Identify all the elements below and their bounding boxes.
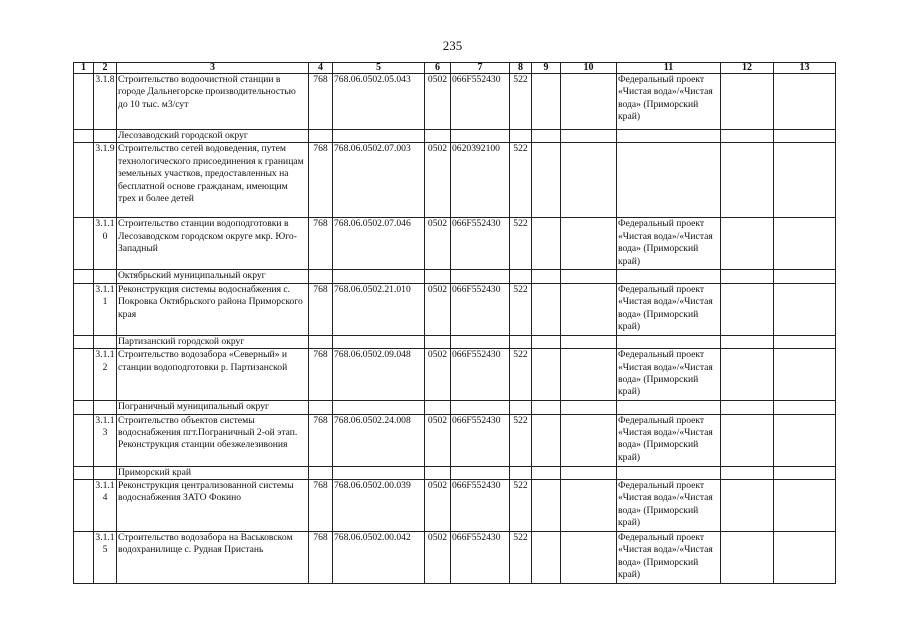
cell-code: 066F552430 <box>451 532 510 584</box>
item-project: Федеральный проект «Чистая вода»/«Чистая вода» (Приморский край) <box>617 349 721 401</box>
cell-code: 0502 <box>425 143 451 218</box>
column-header: 11 <box>617 63 721 74</box>
cell-code: 768.06.0502.07.046 <box>333 218 425 270</box>
cell-code: 522 <box>510 349 532 401</box>
cell-empty <box>532 335 561 348</box>
cell-empty <box>721 283 774 335</box>
item-project <box>617 143 721 218</box>
table-row <box>74 218 836 270</box>
cell-code: 768.06.0502.05.043 <box>333 74 425 130</box>
cell-empty <box>309 466 333 479</box>
cell-empty <box>561 480 617 532</box>
table-row <box>74 532 836 584</box>
column-header: 8 <box>510 63 532 74</box>
item-name: Строительство водозабора «Северный» и станции водоподготовки р. Партизанской <box>117 349 309 401</box>
cell-empty <box>721 335 774 348</box>
section-title: Партизанский городской округ <box>117 335 309 348</box>
cell-code: 522 <box>510 143 532 218</box>
cell-empty <box>94 335 117 348</box>
column-header: 1 <box>74 63 94 74</box>
cell-empty <box>532 480 561 532</box>
column-header: 10 <box>561 63 617 74</box>
cell-empty <box>74 143 94 218</box>
item-number: 3.1.9 <box>94 143 117 218</box>
cell-empty <box>532 532 561 584</box>
cell-empty <box>309 401 333 414</box>
table-row <box>74 74 836 130</box>
section-title: Лесозаводский городской округ <box>117 130 309 143</box>
cell-empty <box>561 349 617 401</box>
item-number: 3.1.13 <box>94 414 117 466</box>
cell-empty <box>617 270 721 283</box>
cell-empty <box>532 74 561 130</box>
cell-empty <box>532 270 561 283</box>
cell-empty <box>721 218 774 270</box>
item-name: Строительство сетей водоведения, путем технологического присоединения к границам земельных участков, предоставленных на бесплатной основе гражданам, имеющим трех и более детей <box>117 143 309 218</box>
column-header: 7 <box>451 63 510 74</box>
cell-empty <box>774 283 836 335</box>
cell-empty <box>333 130 425 143</box>
cell-empty <box>94 466 117 479</box>
cell-empty <box>94 401 117 414</box>
page-number: 235 <box>442 38 463 53</box>
cell-empty <box>721 270 774 283</box>
cell-empty <box>425 466 451 479</box>
item-name: Строительство водозабора на Васьковском водохранилище с. Рудная Пристань <box>117 532 309 584</box>
cell-empty <box>561 466 617 479</box>
cell-empty <box>309 335 333 348</box>
column-header: 6 <box>425 63 451 74</box>
cell-code: 768.06.0502.00.042 <box>333 532 425 584</box>
cell-empty <box>774 270 836 283</box>
section-row <box>74 130 836 143</box>
cell-empty <box>561 218 617 270</box>
cell-empty <box>617 130 721 143</box>
cell-code: 0502 <box>425 480 451 532</box>
item-project: Федеральный проект «Чистая вода»/«Чистая вода» (Приморский край) <box>617 74 721 130</box>
cell-code: 768 <box>309 532 333 584</box>
cell-code: 066F552430 <box>451 74 510 130</box>
item-name: Строительство объектов системы водоснабжения пгт.Пограничный 2-ой этап. Реконструкция станции обезжелезивония <box>117 414 309 466</box>
section-row <box>74 270 836 283</box>
cell-empty <box>532 218 561 270</box>
cell-code: 0502 <box>425 414 451 466</box>
table-row <box>74 480 836 532</box>
cell-code: 066F552430 <box>451 414 510 466</box>
cell-empty <box>721 74 774 130</box>
cell-empty <box>721 480 774 532</box>
cell-empty <box>561 74 617 130</box>
cell-empty <box>561 143 617 218</box>
cell-empty <box>561 401 617 414</box>
cell-empty <box>721 130 774 143</box>
cell-code: 522 <box>510 480 532 532</box>
cell-code: 768 <box>309 74 333 130</box>
cell-empty <box>774 466 836 479</box>
cell-empty <box>617 466 721 479</box>
cell-code: 768 <box>309 480 333 532</box>
cell-empty <box>74 283 94 335</box>
cell-empty <box>309 130 333 143</box>
table-row <box>74 414 836 466</box>
cell-empty <box>74 218 94 270</box>
cell-empty <box>74 480 94 532</box>
cell-empty <box>94 270 117 283</box>
column-header: 4 <box>309 63 333 74</box>
cell-empty <box>721 532 774 584</box>
section-title: Пограничный муниципальный округ <box>117 401 309 414</box>
item-project: Федеральный проект «Чистая вода»/«Чистая вода» (Приморский край) <box>617 283 721 335</box>
cell-code: 768 <box>309 349 333 401</box>
cell-code: 768 <box>309 143 333 218</box>
cell-empty <box>561 283 617 335</box>
item-number: 3.1.11 <box>94 283 117 335</box>
cell-empty <box>721 414 774 466</box>
cell-empty <box>333 401 425 414</box>
cell-code: 522 <box>510 532 532 584</box>
item-project: Федеральный проект «Чистая вода»/«Чистая вода» (Приморский край) <box>617 532 721 584</box>
cell-empty <box>774 130 836 143</box>
item-project: Федеральный проект «Чистая вода»/«Чистая вода» (Приморский край) <box>617 414 721 466</box>
cell-code: 0502 <box>425 218 451 270</box>
cell-empty <box>425 270 451 283</box>
cell-code: 0502 <box>425 74 451 130</box>
cell-empty <box>721 143 774 218</box>
item-number: 3.1.12 <box>94 349 117 401</box>
cell-empty <box>774 218 836 270</box>
cell-empty <box>74 270 94 283</box>
cell-code: 768.06.0502.00.039 <box>333 480 425 532</box>
cell-empty <box>309 270 333 283</box>
cell-code: 0502 <box>425 532 451 584</box>
cell-empty <box>74 335 94 348</box>
table-row <box>74 349 836 401</box>
cell-empty <box>774 335 836 348</box>
cell-empty <box>333 270 425 283</box>
cell-code: 522 <box>510 283 532 335</box>
cell-code: 0502 <box>425 283 451 335</box>
cell-empty <box>721 401 774 414</box>
cell-empty <box>532 143 561 218</box>
cell-empty <box>774 480 836 532</box>
cell-code: 066F552430 <box>451 218 510 270</box>
cell-empty <box>333 466 425 479</box>
item-name: Строительство станции водоподготовки в Лесозаводском городском округе мкр. Юго-Западный <box>117 218 309 270</box>
cell-empty <box>510 401 532 414</box>
cell-code: 066F552430 <box>451 283 510 335</box>
cell-empty <box>721 349 774 401</box>
cell-empty <box>510 130 532 143</box>
cell-empty <box>74 466 94 479</box>
column-header: 9 <box>532 63 561 74</box>
cell-empty <box>532 401 561 414</box>
cell-empty <box>451 335 510 348</box>
cell-code: 768 <box>309 218 333 270</box>
cell-code: 768 <box>309 283 333 335</box>
cell-code: 522 <box>510 74 532 130</box>
item-name: Строительство водоочистной станции в городе Дальнегорске производительностью до 10 тыс. м3/сут <box>117 74 309 130</box>
section-title: Приморский край <box>117 466 309 479</box>
cell-empty <box>451 466 510 479</box>
cell-empty <box>74 414 94 466</box>
cell-empty <box>561 270 617 283</box>
cell-empty <box>74 532 94 584</box>
item-number: 3.1.14 <box>94 480 117 532</box>
item-number: 3.1.15 <box>94 532 117 584</box>
cell-code: 0620392100 <box>451 143 510 218</box>
cell-empty <box>425 335 451 348</box>
column-header: 13 <box>774 63 836 74</box>
cell-empty <box>617 401 721 414</box>
cell-empty <box>774 532 836 584</box>
cell-empty <box>721 466 774 479</box>
cell-empty <box>561 335 617 348</box>
section-row <box>74 335 836 348</box>
column-header: 5 <box>333 63 425 74</box>
cell-empty <box>532 283 561 335</box>
cell-empty <box>451 401 510 414</box>
cell-empty <box>425 401 451 414</box>
cell-empty <box>74 74 94 130</box>
item-name: Реконструкция системы водоснабжения с. Покровка Октябрьского района Приморского края <box>117 283 309 335</box>
cell-code: 768.06.0502.07.003 <box>333 143 425 218</box>
cell-empty <box>774 143 836 218</box>
cell-empty <box>532 349 561 401</box>
cell-empty <box>94 130 117 143</box>
cell-empty <box>510 335 532 348</box>
cell-empty <box>561 130 617 143</box>
section-row <box>74 466 836 479</box>
item-number: 3.1.10 <box>94 218 117 270</box>
cell-empty <box>774 414 836 466</box>
cell-empty <box>561 414 617 466</box>
item-number: 3.1.8 <box>94 74 117 130</box>
table-header-row <box>74 63 836 74</box>
cell-code: 522 <box>510 218 532 270</box>
cell-empty <box>333 335 425 348</box>
cell-empty <box>451 270 510 283</box>
cell-empty <box>532 466 561 479</box>
cell-empty <box>532 130 561 143</box>
cell-empty <box>561 532 617 584</box>
section-title: Октябрьский муниципальный округ <box>117 270 309 283</box>
cell-empty <box>74 130 94 143</box>
cell-empty <box>74 401 94 414</box>
cell-empty <box>510 270 532 283</box>
cell-code: 768 <box>309 414 333 466</box>
item-project: Федеральный проект «Чистая вода»/«Чистая вода» (Приморский край) <box>617 480 721 532</box>
cell-empty <box>451 130 510 143</box>
table-row <box>74 283 836 335</box>
section-row <box>74 401 836 414</box>
cell-code: 066F552430 <box>451 349 510 401</box>
cell-code: 768.06.0502.09.048 <box>333 349 425 401</box>
cell-empty <box>425 130 451 143</box>
cell-code: 768.06.0502.21.010 <box>333 283 425 335</box>
item-name: Реконструкция централизованной системы водоснабжения ЗАТО Фокино <box>117 480 309 532</box>
column-header: 2 <box>94 63 117 74</box>
cell-empty <box>774 349 836 401</box>
cell-code: 0502 <box>425 349 451 401</box>
cell-code: 768.06.0502.24.008 <box>333 414 425 466</box>
cell-empty <box>510 466 532 479</box>
column-header: 3 <box>117 63 309 74</box>
cell-empty <box>774 401 836 414</box>
cell-empty <box>74 349 94 401</box>
table-row <box>74 143 836 218</box>
program-table <box>73 62 836 584</box>
cell-code: 066F552430 <box>451 480 510 532</box>
cell-empty <box>532 414 561 466</box>
cell-empty <box>617 335 721 348</box>
item-project: Федеральный проект «Чистая вода»/«Чистая вода» (Приморский край) <box>617 218 721 270</box>
cell-code: 522 <box>510 414 532 466</box>
cell-empty <box>774 74 836 130</box>
column-header: 12 <box>721 63 774 74</box>
